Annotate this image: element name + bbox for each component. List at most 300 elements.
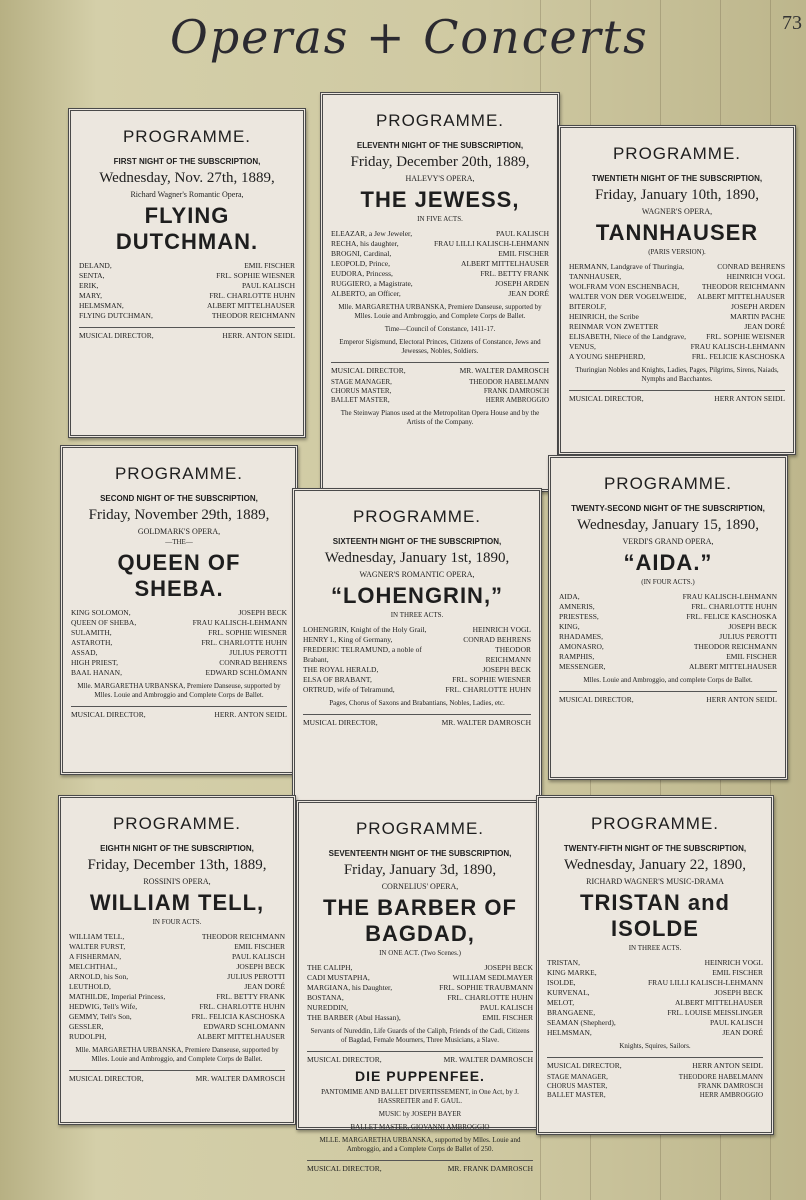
subscription-night: SIXTEENTH NIGHT OF THE SUBSCRIPTION, <box>332 537 502 546</box>
director-name: MR. WALTER DAMROSCH <box>443 1055 533 1064</box>
programme-note: Knights, Squires, Sailors. <box>619 1042 691 1050</box>
performer-name: FRL. FELICE KASCHOSKA <box>686 612 777 621</box>
role-name: WOLFRAM VON ESCHENBACH, <box>569 282 680 291</box>
performer-name: JOSEPH ARDEN <box>495 279 549 288</box>
programme-note: Mlles. Louie and Ambroggio, and complete Corps de Ballet. <box>583 676 753 684</box>
subscription-night: TWENTY-FIFTH NIGHT OF THE SUBSCRIPTION, <box>563 844 747 853</box>
role-name: ELSA OF BRABANT, <box>303 675 372 684</box>
role-name: HIGH PRIEST, <box>71 658 118 667</box>
performance-date: Friday, January 3d, 1890, <box>343 862 497 878</box>
role-name: EUDORA, Princess, <box>331 269 393 278</box>
director-label: MUSICAL DIRECTOR, <box>307 1164 382 1173</box>
performer-name: FRL. SOPHIE WIESNER <box>208 628 287 637</box>
cast-row <box>303 645 531 665</box>
composer-line: WAGNER'S ROMANTIC OPERA, <box>359 570 475 579</box>
acts-line: IN THREE ACTS. <box>628 944 682 952</box>
musical-director-ballet <box>307 1160 533 1173</box>
role-name: REINMAR VON ZWETTER <box>569 322 659 331</box>
director-name: HERR ANTON SEIDL <box>706 695 777 704</box>
cast-row <box>307 963 533 973</box>
performer-name: JOSEPH BECK <box>236 962 285 971</box>
cast-row <box>559 652 777 662</box>
opera-title: FLYING DUTCHMAN. <box>115 203 259 254</box>
performer-name: FRL. CHARLOTTE HUHN <box>447 993 533 1002</box>
role-name: LEUTHOLD, <box>69 982 111 991</box>
cast-row <box>547 1028 763 1038</box>
performer-name: FRAU LILLI KALISCH-LEHMANN <box>648 978 763 987</box>
cast-row <box>547 978 763 988</box>
cast-list <box>71 608 287 678</box>
director-name: HERR. ANTON SEIDL <box>222 331 295 340</box>
subscription-night: TWENTY-SECOND NIGHT OF THE SUBSCRIPTION, <box>571 504 765 513</box>
programme-heading: PROGRAMME. <box>355 819 485 838</box>
staff-name: FRANK DAMROSCH <box>483 387 549 395</box>
opera-title: THE JEWESS, <box>360 187 520 212</box>
cast-row <box>303 625 531 635</box>
director-label: MUSICAL DIRECTOR, <box>559 695 634 704</box>
programme-card <box>292 488 542 808</box>
director-name: MR. WALTER DAMROSCH <box>195 1074 285 1083</box>
performer-name: JOSEPH BECK <box>714 988 763 997</box>
performer-name: FRL. CHARLOTTE HUHN <box>209 291 295 300</box>
cast-row <box>79 291 295 301</box>
performance-date: Wednesday, January 22, 1890, <box>564 857 746 873</box>
cast-row <box>569 332 785 342</box>
programme-card <box>548 455 788 780</box>
performance-date: Wednesday, January 15, 1890, <box>577 517 759 533</box>
opera-title: THE BARBER OF BAGDAD, <box>323 895 517 946</box>
cast-row <box>547 968 763 978</box>
cast-row <box>547 988 763 998</box>
performer-name: FRL. CHARLOTTE HUHN <box>201 638 287 647</box>
musical-director <box>79 327 295 340</box>
cast-row <box>71 648 287 658</box>
performer-name: EDWARD SCHLÖMANN <box>205 668 287 677</box>
performer-name: ALBERT MITTELHAUSER <box>461 259 549 268</box>
programme-card <box>58 795 296 1125</box>
role-name: MARY, <box>79 291 102 300</box>
composer-line: WAGNER'S OPERA, <box>641 207 713 216</box>
performer-name: FRL. BETTY FRANK <box>480 269 549 278</box>
performer-name: ALBERT MITTELHAUSER <box>697 292 785 301</box>
performer-name: JEAN DORÉ <box>244 982 285 991</box>
performer-name: JULIUS PEROTTI <box>229 648 287 657</box>
staff-name: FRANK DAMROSCH <box>697 1082 763 1090</box>
cast-row <box>331 239 549 249</box>
role-name: BROGNI, Cardinal, <box>331 249 392 258</box>
cast-row <box>307 993 533 1003</box>
performer-name: FRL. CHARLOTTE HUHN <box>199 1002 285 1011</box>
role-name: NUREDDIN, <box>307 1003 349 1012</box>
performer-name: PAUL KALISCH <box>496 229 549 238</box>
performer-name: FRL. SOPHIE WIESNER <box>216 271 295 280</box>
cast-row <box>71 658 287 668</box>
cast-row <box>547 1018 763 1028</box>
cast-row <box>303 675 531 685</box>
programme-card <box>68 108 306 438</box>
subscription-night: FIRST NIGHT OF THE SUBSCRIPTION, <box>113 157 261 166</box>
director-label: MUSICAL DIRECTOR, <box>569 394 644 403</box>
cast-row <box>331 259 549 269</box>
cast-row <box>307 1003 533 1013</box>
staff-role: CHORUS MASTER, <box>331 387 392 395</box>
article-line: —THE— <box>165 538 193 546</box>
subscription-night: EIGHTH NIGHT OF THE SUBSCRIPTION, <box>100 844 254 853</box>
performer-name: EMIL FISCHER <box>234 942 285 951</box>
role-name: TRISTAN, <box>547 958 580 967</box>
composer-line: Richard Wagner's Romantic Opera, <box>130 190 244 199</box>
role-name: KING SOLOMON, <box>71 608 131 617</box>
role-name: ELISABETH, Niece of the Landgrave, <box>569 332 687 341</box>
performer-name: CONRAD BEHRENS <box>463 635 531 644</box>
performer-name: CONRAD BEHRENS <box>717 262 785 271</box>
cast-row <box>559 612 777 622</box>
role-name: HENRY I., King of Germany, <box>303 635 393 644</box>
cast-row <box>569 282 785 292</box>
performer-name: FRL. CHARLOTTE HUHN <box>691 602 777 611</box>
cast-row <box>69 1012 285 1022</box>
programme-heading: PROGRAMME. <box>122 127 252 146</box>
cast-row <box>303 685 531 695</box>
role-name: DELAND, <box>79 261 112 270</box>
programme-note: Pages, Chorus of Saxons and Brabantians, Nobles, Ladies, etc. <box>329 699 505 707</box>
acts-line: IN FOUR ACTS. <box>152 918 202 926</box>
cast-row <box>569 302 785 312</box>
director-label: MUSICAL DIRECTOR, <box>71 710 146 719</box>
role-name: WILLIAM TELL, <box>69 932 125 941</box>
musical-director <box>69 1070 285 1083</box>
role-name: ASSAD, <box>71 648 98 657</box>
cast-row <box>559 602 777 612</box>
performer-name: FRL. FELICIA KASCHOSKA <box>191 1012 285 1021</box>
cast-row <box>559 622 777 632</box>
cast-row <box>569 312 785 322</box>
staff-role: STAGE MANAGER, <box>331 378 392 386</box>
cast-row <box>307 1013 533 1023</box>
role-name: THE CALIPH, <box>307 963 353 972</box>
performer-name: FRAU LILLI KALISCH-LEHMANN <box>434 239 549 248</box>
composer-line: ROSSINI'S OPERA, <box>143 877 211 886</box>
programme-card <box>320 92 560 492</box>
cast-row <box>79 271 295 281</box>
performer-name: PAUL KALISCH <box>710 1018 763 1027</box>
programme-note: Mlle. MARGARETHA URBANSKA, Premiere Danseuse, supported by Mlles. Louie and Ambroggio, and Complete Corps de Ballet. <box>338 303 542 320</box>
cast-list <box>79 261 295 321</box>
programme-note: Thuringian Nobles and Knights, Ladies, Pages, Pilgrims, Sirens, Naiads, Nymphs and Bacchantes. <box>575 366 779 383</box>
composer-line: GOLDMARK'S OPERA, <box>137 527 221 536</box>
programme-note: Mlle. MARGARETHA URBANSKA, Premiere Danseuse, supported by Mlles. Louie and Ambroggio and Complete Corps de Ballet. <box>77 682 281 699</box>
role-name: HERMANN, Landgrave of Thuringia, <box>569 262 685 271</box>
opera-title: TANNHAUSER <box>595 220 759 245</box>
performer-name: EMIL FISCHER <box>726 652 777 661</box>
cast-row <box>331 229 549 239</box>
role-name: LOHENGRIN, Knight of the Holy Grail, <box>303 625 427 634</box>
staff-row <box>547 1091 763 1100</box>
cast-row <box>71 608 287 618</box>
handwritten-title: Operas + Concerts <box>170 10 649 64</box>
composer-line: CORNELIUS' OPERA, <box>381 882 459 891</box>
performer-name: JULIUS PEROTTI <box>719 632 777 641</box>
performance-date: Wednesday, January 1st, 1890, <box>324 550 510 566</box>
cast-row <box>71 638 287 648</box>
performer-name: ALBERT MITTELHAUSER <box>675 998 763 1007</box>
performer-name: JOSEPH BECK <box>728 622 777 631</box>
director-name: HERR ANTON SEIDL <box>692 1061 763 1070</box>
role-name: RECHA, his daughter, <box>331 239 399 248</box>
role-name: THE ROYAL HERALD, <box>303 665 379 674</box>
cast-row <box>331 279 549 289</box>
staff-row <box>547 1082 763 1091</box>
programme-note: Time—Council of Constance, 1411-17. <box>384 325 496 333</box>
director-label: MUSICAL DIRECTOR, <box>307 1055 382 1064</box>
performer-name: FRL. SOPHIE WIESNER <box>452 675 531 684</box>
role-name: ELEAZAR, a Jew Jeweler, <box>331 229 413 238</box>
opera-title: WILLIAM TELL, <box>89 890 265 915</box>
role-name: THE BARBER (Abul Hassan), <box>307 1013 401 1022</box>
musical-director <box>331 362 549 375</box>
musical-director <box>559 691 777 704</box>
role-name: GESSLER, <box>69 1022 104 1031</box>
role-name: RAMPHIS, <box>559 652 595 661</box>
role-name: WALTER FURST, <box>69 942 126 951</box>
cast-list <box>331 229 549 299</box>
role-name: ERIK, <box>79 281 99 290</box>
performer-name: ALBERT MITTELHAUSER <box>197 1032 285 1041</box>
cast-row <box>303 665 531 675</box>
role-name: RUDOLPH, <box>69 1032 107 1041</box>
role-name: RUGGIERO, a Magistrate, <box>331 279 413 288</box>
performer-name: FRAU KALISCH-LEHMANN <box>682 592 777 601</box>
ballet-note: MUSIC by JOSEPH BAYER <box>378 1110 462 1118</box>
programme-card <box>60 445 298 775</box>
cast-row <box>331 249 549 259</box>
role-name: BOSTANA, <box>307 993 344 1002</box>
performer-name: EMIL FISCHER <box>244 261 295 270</box>
role-name: VENUS, <box>569 342 596 351</box>
cast-row <box>569 262 785 272</box>
cast-row <box>559 642 777 652</box>
cast-row <box>569 322 785 332</box>
performer-name: FRL. FELICIE KASCHOSKA <box>691 352 785 361</box>
staff-list <box>331 378 549 405</box>
musical-director <box>307 1051 533 1064</box>
cast-list <box>69 932 285 1042</box>
programme-heading: PROGRAMME. <box>612 144 742 163</box>
programme-heading: PROGRAMME. <box>112 814 242 833</box>
staff-row <box>331 387 549 396</box>
role-name: BITEROLF, <box>569 302 607 311</box>
performer-name: JEAN DORÉ <box>508 289 549 298</box>
performance-date: Friday, December 20th, 1889, <box>350 154 530 170</box>
footer-note: The Steinway Pianos used at the Metropolitan Opera House and by the Artists of the Company. <box>340 409 540 426</box>
opera-title: “AIDA.” <box>623 550 713 575</box>
cast-row <box>69 1022 285 1032</box>
staff-role: BALLET MASTER, <box>331 396 390 404</box>
cast-list <box>547 958 763 1038</box>
performer-name: HEINRICH VOGL <box>726 272 785 281</box>
role-name: FREDERIC TELRAMUND, a noble of Brabant, <box>303 645 422 664</box>
role-name: TANNHAUSER, <box>569 272 622 281</box>
role-name: ORTRUD, wife of Telramund, <box>303 685 395 694</box>
programme-heading: PROGRAMME. <box>375 111 505 130</box>
role-name: AIDA, <box>559 592 580 601</box>
role-name: ARNOLD, his Son, <box>69 972 129 981</box>
cast-row <box>569 342 785 352</box>
cast-row <box>79 311 295 321</box>
cast-row <box>69 962 285 972</box>
staff-name: HERR AMBROGGIO <box>485 396 549 404</box>
role-name: HEINRICH, the Scribe <box>569 312 639 321</box>
composer-line: RICHARD WAGNER'S MUSIC-DRAMA <box>586 877 724 886</box>
acts-line: IN ONE ACT. (Two Scenes.) <box>379 949 461 957</box>
programme-note: Servants of Nureddin, Life Guards of the Caliph, Friends of the Cadi, Citizens of Bagdad, Female Mourners, Three Musicians, a Slave. <box>310 1027 530 1044</box>
performer-name: FRL. SOPHIE TRAUBMANN <box>439 983 533 992</box>
performer-name: FRL. CHARLOTTE HUHN <box>445 685 531 694</box>
ballet-title: DIE PUPPENFEE. <box>355 1068 485 1084</box>
performer-name: THEODOR REICHMANN <box>693 642 777 651</box>
performer-name: FRL. SOPHIE WEISNER <box>706 332 785 341</box>
role-name: RHADAMES, <box>559 632 603 641</box>
acts-line: (PARIS VERSION). <box>648 248 706 256</box>
musical-director <box>547 1057 763 1070</box>
programme-card <box>558 125 796 455</box>
performer-name: THEODOR REICHMANN <box>701 282 785 291</box>
performance-date: Friday, November 29th, 1889, <box>88 507 270 523</box>
cast-row <box>69 982 285 992</box>
cast-row <box>79 301 295 311</box>
performer-name: EMIL FISCHER <box>482 1013 533 1022</box>
role-name: KING MARKE, <box>547 968 597 977</box>
performance-date: Wednesday, Nov. 27th, 1889, <box>99 170 275 186</box>
opera-title: QUEEN OF SHEBA. <box>117 550 241 601</box>
cast-row <box>69 952 285 962</box>
programme-heading: PROGRAMME. <box>114 464 244 483</box>
page-number: 73 <box>782 12 802 34</box>
performer-name: HEINRICH VOGL <box>472 625 531 634</box>
role-name: MESSENGER, <box>559 662 606 671</box>
role-name: A FISHERMAN, <box>69 952 122 961</box>
role-name: SULAMITH, <box>71 628 112 637</box>
subscription-night: SEVENTEENTH NIGHT OF THE SUBSCRIPTION, <box>328 849 512 858</box>
director-label: MUSICAL DIRECTOR, <box>79 331 154 340</box>
programme-note: Emperor Sigismund, Electoral Princes, Citizens of Constance, Jews and Jewesses, Nobles, Soldiers. <box>339 338 541 355</box>
performer-name: JOSEPH ARDEN <box>731 302 785 311</box>
role-name: ASTAROTH, <box>71 638 113 647</box>
cast-row <box>71 618 287 628</box>
acts-line: IN THREE ACTS. <box>390 611 444 619</box>
programme-card <box>296 800 544 1173</box>
director-label: MUSICAL DIRECTOR, <box>331 366 406 375</box>
performer-name: JEAN DORÉ <box>722 1028 763 1037</box>
role-name: MELOT, <box>547 998 575 1007</box>
cast-row <box>71 668 287 678</box>
role-name: GEMMY, Tell's Son, <box>69 1012 132 1021</box>
performer-name: THEODOR REICHMANN <box>201 932 285 941</box>
performer-name: FRL. BETTY FRANK <box>216 992 285 1001</box>
ballet-note: PANTOMIME AND BALLET DIVERTISSEMENT, in One Act, by J. HASSREITER and F. GAUL. <box>321 1088 519 1105</box>
performer-name: FRAU KALISCH-LEHMANN <box>690 342 785 351</box>
ballet-note: BALLET MASTER, GIOVANNI AMBROGGIO <box>350 1123 490 1131</box>
performer-name: PAUL KALISCH <box>242 281 295 290</box>
cast-row <box>69 1032 285 1042</box>
role-name: HELMSMAN, <box>547 1028 592 1037</box>
role-name: PRIESTESS, <box>559 612 599 621</box>
director-label: MUSICAL DIRECTOR, <box>547 1061 622 1070</box>
programme-card <box>536 795 774 1135</box>
performer-name: ALBERT MITTELHAUSER <box>689 662 777 671</box>
cast-list <box>559 592 777 672</box>
role-name: SENTA, <box>79 271 105 280</box>
director-label: MUSICAL DIRECTOR, <box>303 718 378 727</box>
staff-name: HERR AMBROGGIO <box>699 1091 763 1099</box>
cast-row <box>559 592 777 602</box>
cast-row <box>71 628 287 638</box>
cast-row <box>547 1008 763 1018</box>
performer-name: MARTIN PACHE <box>730 312 785 321</box>
cast-row <box>331 269 549 279</box>
cast-row <box>69 992 285 1002</box>
cast-row <box>69 932 285 942</box>
role-name: MELCHTHAL, <box>69 962 118 971</box>
cast-row <box>303 635 531 645</box>
staff-name: THEODOR HABELMANN <box>469 378 549 386</box>
role-name: ISOLDE, <box>547 978 576 987</box>
performer-name: JOSEPH BECK <box>482 665 531 674</box>
opera-title: TRISTAN and ISOLDE <box>580 890 730 941</box>
role-name: AMONASRO, <box>559 642 604 651</box>
programme-note: Mlle. MARGARETHA URBANSKA, Premiere Danseuse, supported by Mlles. Louie and Ambroggio, and Complete Corps de Ballet. <box>75 1046 279 1063</box>
role-name: A YOUNG SHEPHERD, <box>569 352 646 361</box>
cast-row <box>307 973 533 983</box>
staff-role: BALLET MASTER, <box>547 1091 606 1099</box>
performer-name: WILLIAM SEDLMAYER <box>452 973 533 982</box>
cast-row <box>307 983 533 993</box>
performer-name: JULIUS PEROTTI <box>227 972 285 981</box>
staff-role: CHORUS MASTER, <box>547 1082 608 1090</box>
director-name: MR. FRANK DAMROSCH <box>447 1164 533 1173</box>
subscription-night: SECOND NIGHT OF THE SUBSCRIPTION, <box>100 494 258 503</box>
performer-name: CONRAD BEHRENS <box>219 658 287 667</box>
role-name: AMNERIS, <box>559 602 595 611</box>
performer-name: PAUL KALISCH <box>480 1003 533 1012</box>
director-name: MR. WALTER DAMROSCH <box>459 366 549 375</box>
performer-name: PAUL KALISCH <box>232 952 285 961</box>
performer-name: EDWARD SCHLOMANN <box>203 1022 285 1031</box>
role-name: KING, <box>559 622 580 631</box>
cast-row <box>547 998 763 1008</box>
cast-row <box>69 1002 285 1012</box>
director-name: HERR. ANTON SEIDL <box>214 710 287 719</box>
cast-list <box>307 963 533 1023</box>
staff-row <box>331 378 549 387</box>
cast-row <box>331 289 549 299</box>
role-name: LEOPOLD, Prince, <box>331 259 390 268</box>
role-name: ALBERTO, an Officer, <box>331 289 401 298</box>
performer-name: THEODOR REICHMANN <box>211 311 295 320</box>
director-label: MUSICAL DIRECTOR, <box>69 1074 144 1083</box>
cast-row <box>569 292 785 302</box>
cast-row <box>69 972 285 982</box>
cast-row <box>569 272 785 282</box>
role-name: QUEEN OF SHEBA, <box>71 618 137 627</box>
role-name: MARGIANA, his Daughter, <box>307 983 393 992</box>
cast-list <box>303 625 531 695</box>
cast-row <box>569 352 785 362</box>
subscription-night: TWENTIETH NIGHT OF THE SUBSCRIPTION, <box>591 174 763 183</box>
role-name: BRANGAENE, <box>547 1008 596 1017</box>
composer-line: VERDI'S GRAND OPERA, <box>622 537 714 546</box>
programme-heading: PROGRAMME. <box>590 814 720 833</box>
